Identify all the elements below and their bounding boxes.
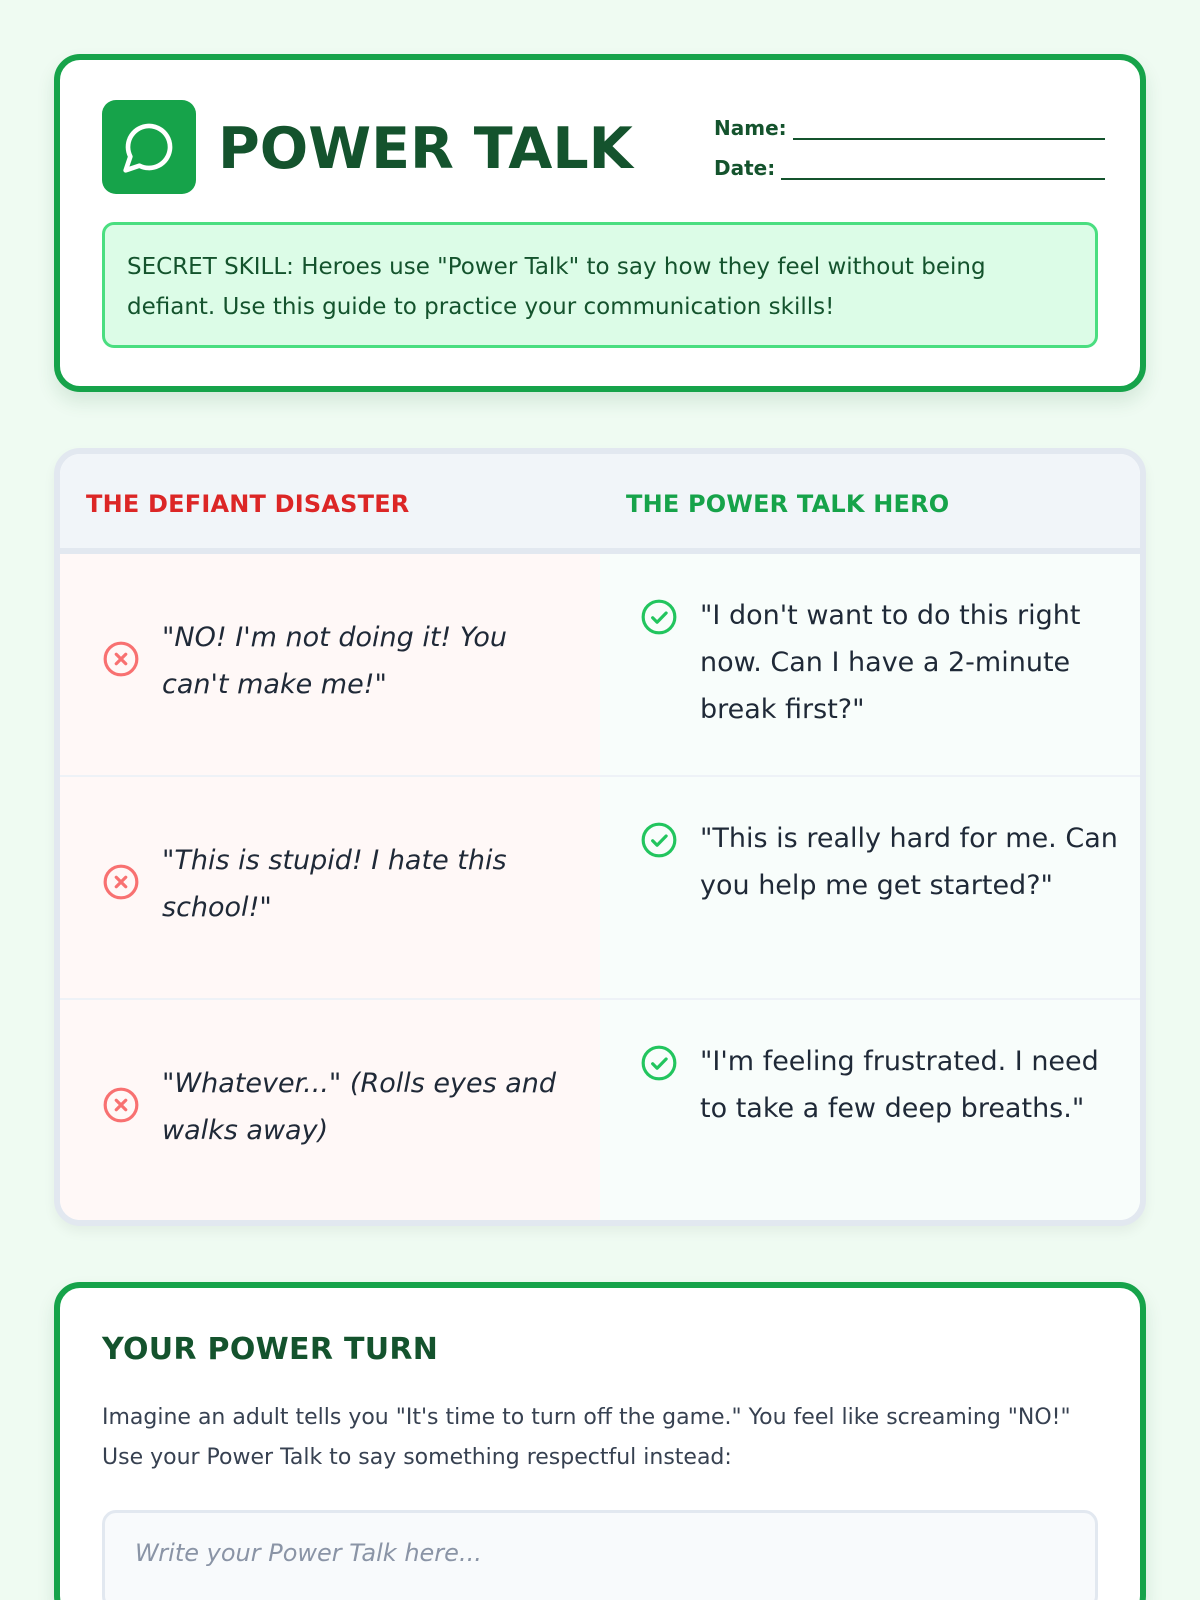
power-talk-statement: "This is really hard for me. Can you help me get started?" (700, 823, 1118, 901)
date-field (714, 156, 1105, 180)
table-row (60, 777, 1140, 1000)
defiant-statement: "Whatever..." (Rolls eyes and walks away) (162, 1068, 557, 1146)
power-talk-statement: "I don't want to do this right now. Can I have a 2-minute break first?" (700, 600, 1081, 725)
header-card (54, 54, 1146, 392)
chat-bubble-icon (121, 119, 177, 175)
power-talk-cell (600, 1000, 1140, 1223)
power-turn-title: YOUR POWER TURN (102, 1332, 439, 1367)
power-talk-statement: "I'm feeling frustrated. I need to take a few deep breaths." (700, 1046, 1099, 1124)
logo (102, 100, 196, 194)
name-field (714, 116, 1105, 140)
date-blank-line[interactable] (781, 160, 1105, 180)
secret-skill-banner: SECRET SKILL: Heroes use "Power Talk" to say how they feel without being defiant. Use this guide to practice your communication skills! (102, 222, 1098, 348)
table-row (60, 1000, 1140, 1223)
name-label: Name: (714, 116, 787, 140)
power-talk-input[interactable] (102, 1510, 1098, 1600)
power-talk-cell (600, 777, 1140, 998)
table-header (60, 454, 1140, 554)
comparison-table (54, 448, 1146, 1226)
defiant-cell (60, 777, 600, 998)
date-label: Date: (714, 156, 776, 180)
check-circle-icon (640, 598, 678, 636)
page-title: POWER TALK (218, 116, 633, 182)
defiant-statement: "This is stupid! I hate this school!" (162, 845, 507, 923)
x-circle-icon (102, 640, 140, 678)
power-turn-card (54, 1282, 1146, 1600)
defiant-cell (60, 554, 600, 775)
defiant-cell (60, 1000, 600, 1223)
defiant-disaster-header: THE DEFIANT DISASTER (86, 490, 410, 518)
check-circle-icon (640, 821, 678, 859)
check-circle-icon (640, 1044, 678, 1082)
table-row (60, 554, 1140, 777)
name-blank-line[interactable] (793, 120, 1105, 140)
power-talk-hero-header: THE POWER TALK HERO (626, 490, 950, 518)
x-circle-icon (102, 1086, 140, 1124)
defiant-statement: "NO! I'm not doing it! You can't make me!" (162, 622, 507, 700)
x-circle-icon (102, 863, 140, 901)
power-talk-cell (600, 554, 1140, 775)
power-turn-prompt: Imagine an adult tells you "It's time to turn off the game." You feel like screaming "NO!" Use your Power Talk to say something respectful instead: (102, 1405, 1071, 1470)
